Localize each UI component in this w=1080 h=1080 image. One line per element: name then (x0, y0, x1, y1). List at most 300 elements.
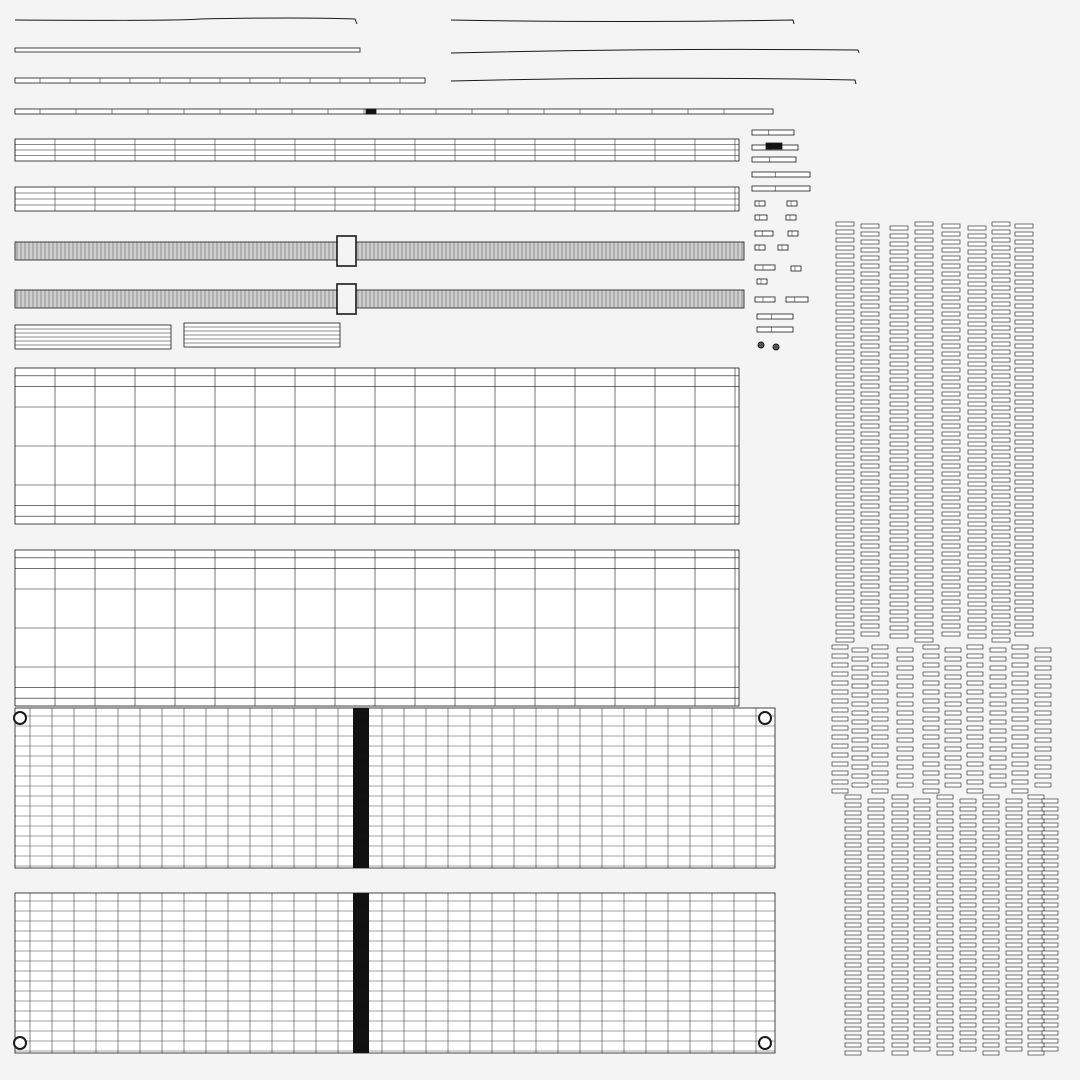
fragment-island (967, 789, 983, 793)
fragment-island (1035, 684, 1051, 688)
fragment-island (861, 416, 879, 420)
fragment-island (967, 672, 983, 676)
fragment-island (960, 807, 976, 811)
fragment-island (968, 378, 986, 382)
fragment-island (960, 911, 976, 915)
fragment-island (945, 711, 961, 715)
fragment-island (890, 370, 908, 374)
fragment-island (892, 923, 908, 927)
clip-part (757, 279, 767, 284)
fragment-island (1015, 536, 1033, 540)
fragment-island (992, 574, 1010, 578)
fragment-island (960, 1047, 976, 1051)
fragment-island (937, 819, 953, 823)
fragment-island (968, 458, 986, 462)
fragment-island (1012, 699, 1028, 703)
fragment-island (1006, 943, 1022, 947)
fragment-island (836, 374, 854, 378)
clip-rail-half (15, 290, 337, 308)
fragment-island (890, 338, 908, 342)
fragment-island (890, 306, 908, 310)
fragment-island (960, 839, 976, 843)
fragment-island (836, 446, 854, 450)
panel-island (15, 368, 739, 524)
fragment-island (1015, 288, 1033, 292)
fragment-island (836, 494, 854, 498)
fragment-island (836, 582, 854, 586)
fragment-island (960, 799, 976, 803)
fragment-island (942, 608, 960, 612)
fragment-island (1042, 991, 1058, 995)
fragment-island (960, 999, 976, 1003)
fragment-island (992, 630, 1010, 634)
panel-island (14, 893, 775, 1053)
fragment-island (890, 594, 908, 598)
fragment-island (937, 923, 953, 927)
fragment-island (890, 530, 908, 534)
thin-strip-islands (15, 18, 859, 114)
fragment-island (890, 490, 908, 494)
fragment-island (992, 614, 1010, 618)
fragment-island (1015, 448, 1033, 452)
fragment-island (868, 1047, 884, 1051)
fragment-island (852, 648, 868, 652)
fragment-island (990, 684, 1006, 688)
fragment-island (914, 815, 930, 819)
fragment-island (1015, 616, 1033, 620)
fragment-island (897, 738, 913, 742)
fragment-island (1015, 344, 1033, 348)
fragment-island (892, 907, 908, 911)
fragment-island (914, 919, 930, 923)
fragment-island (868, 911, 884, 915)
fragment-island (915, 270, 933, 274)
fragment-island (872, 753, 888, 757)
fragment-island (914, 855, 930, 859)
fragment-island (890, 554, 908, 558)
clip-part (757, 327, 793, 332)
fragment-island (915, 342, 933, 346)
fragment-island (992, 406, 1010, 410)
fragment-island (1028, 1035, 1044, 1039)
fragment-island (836, 542, 854, 546)
fragment-island (1015, 528, 1033, 532)
fragment-island (915, 510, 933, 514)
fragment-island (1015, 496, 1033, 500)
fragment-island (1042, 983, 1058, 987)
fragment-island (923, 663, 939, 667)
fragment-island (915, 262, 933, 266)
fragment-island (890, 634, 908, 638)
fragment-island (868, 999, 884, 1003)
fragment-island (1028, 795, 1044, 799)
fragment-island (868, 927, 884, 931)
fragment-island (915, 422, 933, 426)
fragment-island (942, 624, 960, 628)
fragment-island (1006, 919, 1022, 923)
fragment-island (845, 891, 861, 895)
fragment-island (968, 450, 986, 454)
fragment-island (968, 506, 986, 510)
fragment-island (1015, 304, 1033, 308)
fragment-island (1006, 1039, 1022, 1043)
fragment-island (914, 847, 930, 851)
fragment-island (892, 1027, 908, 1031)
fragment-island (937, 955, 953, 959)
fragment-island (983, 995, 999, 999)
fragment-island (968, 442, 986, 446)
fragment-island (890, 538, 908, 542)
fragment-island (942, 496, 960, 500)
fragment-island (942, 240, 960, 244)
fragment-island (992, 278, 1010, 282)
fragment-island (990, 675, 1006, 679)
fragment-island (1035, 702, 1051, 706)
fragment-island (945, 747, 961, 751)
fragment-island (1028, 1011, 1044, 1015)
fragment-island (960, 943, 976, 947)
fragment-island (960, 927, 976, 931)
fragment-island (836, 486, 854, 490)
fragment-island (861, 280, 879, 284)
fragment-island (861, 424, 879, 428)
fragment-island (872, 699, 888, 703)
fragment-island (892, 1019, 908, 1023)
fragment-island (915, 606, 933, 610)
fragment-island (942, 336, 960, 340)
fragment-island (872, 663, 888, 667)
fragment-island (872, 717, 888, 721)
fragment-island (968, 282, 986, 286)
fragment-island (968, 242, 986, 246)
fragment-island (915, 374, 933, 378)
fragment-island (845, 1035, 861, 1039)
fragment-island (915, 398, 933, 402)
fragment-island (852, 657, 868, 661)
fragment-island (861, 408, 879, 412)
fragment-island (914, 975, 930, 979)
fragment-island (937, 835, 953, 839)
fragment-island (915, 638, 933, 642)
fragment-island (890, 562, 908, 566)
fragment-island (852, 765, 868, 769)
fragment-island (915, 558, 933, 562)
fragment-island (1006, 839, 1022, 843)
fragment-island (983, 891, 999, 895)
fragment-island (942, 376, 960, 380)
clip-part (755, 297, 775, 302)
fragment-island (937, 827, 953, 831)
fragment-island (836, 574, 854, 578)
fragment-island (992, 262, 1010, 266)
clip-part (755, 265, 775, 270)
fragment-island (836, 230, 854, 234)
fragment-island (892, 915, 908, 919)
fragment-island (923, 744, 939, 748)
fragment-island (861, 600, 879, 604)
fragment-island (1015, 296, 1033, 300)
fragment-island (861, 248, 879, 252)
fragment-island (937, 891, 953, 895)
fragment-island (968, 466, 986, 470)
fragment-island (937, 915, 953, 919)
fragment-island (960, 903, 976, 907)
fragment-island (968, 418, 986, 422)
fragment-island (968, 578, 986, 582)
fragment-island (990, 747, 1006, 751)
fragment-island (1028, 1027, 1044, 1031)
fragment-island (890, 626, 908, 630)
fragment-island (915, 534, 933, 538)
fragment-island (890, 474, 908, 478)
fragment-island (1015, 504, 1033, 508)
fragment-island (836, 526, 854, 530)
fragment-island (942, 504, 960, 508)
fragment-island (942, 256, 960, 260)
fragment-island (992, 582, 1010, 586)
fragment-island (968, 386, 986, 390)
fragment-island (852, 675, 868, 679)
fragment-island (1015, 512, 1033, 516)
fragment-island (923, 771, 939, 775)
fragment-island (915, 478, 933, 482)
fragment-island (914, 831, 930, 835)
fragment-island (942, 288, 960, 292)
fragment-island (836, 454, 854, 458)
fragment-island (1006, 895, 1022, 899)
fragment-island (983, 939, 999, 943)
fragment-island (845, 1003, 861, 1007)
fragment-island (968, 266, 986, 270)
fragment-island (915, 358, 933, 362)
fragment-island (1042, 1039, 1058, 1043)
fragment-island (1012, 690, 1028, 694)
fragment-island (1012, 681, 1028, 685)
fragment-island (992, 254, 1010, 258)
fragment-island (836, 622, 854, 626)
fragment-island (915, 542, 933, 546)
fragment-island (923, 672, 939, 676)
clip-part (787, 201, 797, 206)
clip-hook (337, 284, 356, 314)
fragment-island (968, 354, 986, 358)
fragment-island (915, 326, 933, 330)
clip-part (755, 215, 767, 220)
clip-part (755, 231, 773, 236)
fragment-island (960, 967, 976, 971)
fragment-island (992, 486, 1010, 490)
fragment-island (915, 582, 933, 586)
fragment-island (983, 819, 999, 823)
fragment-island (992, 302, 1010, 306)
fragment-island (892, 827, 908, 831)
fragment-island (1015, 584, 1033, 588)
fragment-island (1028, 947, 1044, 951)
fragment-island (890, 234, 908, 238)
clip-part (791, 266, 801, 271)
fragment-island (968, 426, 986, 430)
fragment-island (968, 410, 986, 414)
fragment-island (836, 342, 854, 346)
fragment-island (1042, 807, 1058, 811)
clip-pin (773, 344, 779, 350)
fragment-island (942, 272, 960, 276)
fragment-island (983, 1011, 999, 1015)
fragment-island (868, 975, 884, 979)
fragment-island (992, 518, 1010, 522)
fragment-island (852, 711, 868, 715)
fragment-island (937, 931, 953, 935)
fragment-island (1028, 923, 1044, 927)
fragment-island (967, 699, 983, 703)
fragment-island (1042, 927, 1058, 931)
mount-hole (14, 1037, 26, 1049)
fragment-island (992, 270, 1010, 274)
fragment-island (868, 951, 884, 955)
fragment-island (990, 693, 1006, 697)
fragment-island (983, 1043, 999, 1047)
fragment-island (897, 684, 913, 688)
fragment-island (1042, 943, 1058, 947)
fragment-island (890, 466, 908, 470)
fragment-island (914, 935, 930, 939)
fragment-island (861, 520, 879, 524)
fragment-island (836, 254, 854, 258)
fragment-island (861, 544, 879, 548)
fragment-island (992, 382, 1010, 386)
fragment-island (1015, 624, 1033, 628)
fragment-island (923, 780, 939, 784)
fragment-island (872, 771, 888, 775)
fragment-island (868, 1007, 884, 1011)
fragment-island (836, 558, 854, 562)
fragment-island (1012, 672, 1028, 676)
fragment-island (890, 434, 908, 438)
fragment-island (968, 298, 986, 302)
fragment-island (992, 294, 1010, 298)
fragment-island (845, 939, 861, 943)
fragment-island (960, 1023, 976, 1027)
fragment-island (968, 346, 986, 350)
fragment-island (937, 939, 953, 943)
fragment-island (890, 522, 908, 526)
fragment-island (836, 318, 854, 322)
fragment-island (836, 326, 854, 330)
fragment-island (890, 346, 908, 350)
fragment-island (983, 827, 999, 831)
fragment-island (832, 645, 848, 649)
clip-part (752, 172, 810, 177)
fragment-island (890, 610, 908, 614)
fragment-island (868, 1023, 884, 1027)
fragment-island (1028, 1051, 1044, 1055)
fragment-island (1006, 1047, 1022, 1051)
fragment-island (1015, 560, 1033, 564)
fragment-island (967, 735, 983, 739)
fragment-island (897, 720, 913, 724)
fragment-island (1012, 753, 1028, 757)
fragment-island (868, 887, 884, 891)
fragment-island (861, 320, 879, 324)
fragment-island (945, 783, 961, 787)
fragment-island (945, 657, 961, 661)
fragment-island (897, 756, 913, 760)
fragment-island (992, 502, 1010, 506)
fragment-island (890, 274, 908, 278)
fragment-island (960, 1007, 976, 1011)
fragment-island (945, 648, 961, 652)
fragment-island (890, 362, 908, 366)
fragment-island (915, 446, 933, 450)
fragment-island (845, 883, 861, 887)
fragment-island (836, 310, 854, 314)
fragment-island (892, 795, 908, 799)
clip-part (755, 201, 765, 206)
fragment-island (1012, 735, 1028, 739)
fragment-island (968, 522, 986, 526)
fragment-island (923, 690, 939, 694)
fragment-island (1006, 855, 1022, 859)
fragment-island (897, 747, 913, 751)
fragment-island (960, 879, 976, 883)
panel-islands (14, 368, 775, 1053)
fragment-island (1006, 903, 1022, 907)
fragment-island (852, 693, 868, 697)
fragment-island (897, 675, 913, 679)
fragment-island (1015, 376, 1033, 380)
fragment-island (915, 486, 933, 490)
fragment-island (845, 995, 861, 999)
fragment-island (845, 1019, 861, 1023)
fragment-island (836, 222, 854, 226)
clip-rail-island (15, 236, 744, 266)
fragment-island (915, 414, 933, 418)
fragment-island (845, 859, 861, 863)
fragment-island (915, 454, 933, 458)
fragment-island (832, 780, 848, 784)
fragment-island (992, 454, 1010, 458)
fragment-island (890, 570, 908, 574)
fragment-island (845, 899, 861, 903)
fragment-island (923, 789, 939, 793)
fragment-island (983, 931, 999, 935)
fragment-island (1015, 520, 1033, 524)
fragment-island (1012, 708, 1028, 712)
fragment-island (992, 374, 1010, 378)
fragment-island (942, 232, 960, 236)
fragment-island (942, 544, 960, 548)
fragment-island (868, 807, 884, 811)
fragment-island (861, 608, 879, 612)
fragment-island (832, 699, 848, 703)
fragment-island (836, 478, 854, 482)
fragment-island (914, 983, 930, 987)
fragment-island (861, 312, 879, 316)
fragment-island (915, 302, 933, 306)
fragment-island (1006, 991, 1022, 995)
fragment-island (992, 438, 1010, 442)
fragment-island (914, 895, 930, 899)
fragment-island (937, 883, 953, 887)
fragment-island (861, 592, 879, 596)
fragment-island (967, 681, 983, 685)
fragment-island (868, 863, 884, 867)
fragment-island (968, 290, 986, 294)
fragment-island (1042, 919, 1058, 923)
fragment-island (852, 666, 868, 670)
fragment-island (897, 765, 913, 769)
fragment-island (937, 1019, 953, 1023)
